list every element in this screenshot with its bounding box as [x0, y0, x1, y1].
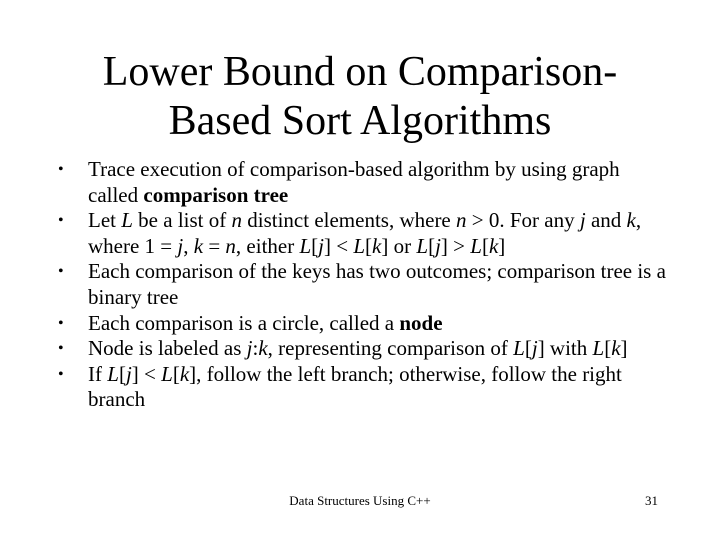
italic-text: L	[121, 208, 133, 233]
bullet-text: [	[604, 336, 612, 361]
bullet-dot-icon: •	[58, 212, 64, 230]
bullet-text: ] >	[440, 233, 471, 258]
italic-text: k	[611, 336, 621, 361]
bullet-text: [	[311, 233, 319, 258]
italic-text: L	[416, 233, 429, 258]
bullet-text: [	[172, 361, 180, 386]
bullet-text: ] <	[324, 233, 354, 258]
bullet-text: , either	[235, 233, 300, 258]
bullet-text: Trace execution of comparison-based algorithm by using graph called	[88, 157, 620, 207]
italic-text: j	[125, 361, 132, 386]
bullet-item	[58, 336, 668, 362]
italic-text: L	[299, 233, 312, 258]
bullet-text: ] with	[537, 336, 593, 361]
bullet-text: ]	[620, 336, 628, 361]
bullet-item	[58, 208, 668, 259]
italic-text: L	[161, 361, 173, 386]
bullet-item	[58, 311, 668, 337]
bullet-item	[58, 157, 668, 208]
bullet-text: [	[481, 233, 489, 258]
bullet-text: ]	[498, 233, 506, 258]
bullet-text: [	[118, 361, 126, 386]
italic-text: j	[177, 233, 184, 258]
bullet-text: Each comparison of the keys has two outcomes; comparison tree is a binary tree	[88, 259, 666, 309]
bullet-text: [	[365, 233, 373, 258]
bullet-text: Each comparison is a circle, called a	[88, 310, 400, 335]
bullet-text: and	[585, 208, 627, 233]
bullet-text: Node is labeled as	[88, 336, 247, 361]
slide-number: 31	[645, 493, 658, 508]
bold-text: comparison tree	[143, 182, 289, 207]
italic-text: k	[179, 361, 190, 386]
italic-text: j	[531, 336, 538, 361]
bullet-dot-icon: •	[58, 263, 64, 281]
bullet-item	[58, 362, 668, 413]
bullet-dot-icon: •	[58, 314, 64, 332]
italic-text: j	[246, 336, 253, 361]
bullet-text: distinct elements, where	[241, 208, 457, 233]
bullet-text: ] <	[131, 361, 162, 386]
italic-text: k	[488, 233, 499, 258]
bullet-text: be a list of	[132, 208, 232, 233]
bullet-dot-icon: •	[58, 340, 64, 358]
bullet-dot-icon: •	[58, 161, 64, 178]
bullet-list	[58, 157, 668, 413]
italic-text: L	[592, 336, 605, 361]
title-line-2: Based Sort Algorithms	[168, 98, 552, 144]
italic-text: k	[372, 233, 382, 258]
bullet-text: [	[428, 233, 436, 258]
bullet-text: [	[524, 336, 532, 361]
italic-text: n	[456, 208, 467, 233]
bullet-item	[58, 259, 668, 310]
footer-text: Data Structures Using C++	[289, 493, 431, 508]
italic-text: L	[513, 336, 525, 361]
bold-text: node	[399, 310, 443, 335]
italic-text: n	[231, 208, 242, 233]
bullet-text: ], follow the left branch; otherwise, follow the right branch	[88, 361, 622, 412]
bullet-text: ,	[183, 233, 194, 258]
bullet-text: , representing comparison of	[267, 336, 514, 361]
italic-text: k	[626, 208, 636, 233]
italic-text: L	[353, 233, 366, 258]
italic-text: j	[318, 233, 325, 258]
bullet-text: :	[252, 336, 259, 361]
bullet-dot-icon: •	[58, 365, 64, 383]
italic-text: L	[470, 233, 482, 258]
bullet-text: , where 1 =	[88, 208, 642, 258]
italic-text: n	[225, 233, 236, 258]
bullet-text: ] or	[381, 233, 417, 258]
bullet-text: =	[203, 233, 226, 258]
italic-text: L	[107, 361, 119, 386]
italic-text: j	[579, 208, 586, 233]
italic-text: j	[435, 233, 441, 258]
italic-text: k	[258, 336, 268, 361]
bullet-text: If	[88, 361, 108, 386]
bullet-text: > 0. For any	[466, 208, 580, 233]
title-line-1: Lower Bound on Comparison-	[102, 49, 618, 95]
slide-title	[60, 48, 660, 146]
bullet-text: Let	[88, 208, 122, 233]
italic-text: k	[193, 233, 204, 258]
